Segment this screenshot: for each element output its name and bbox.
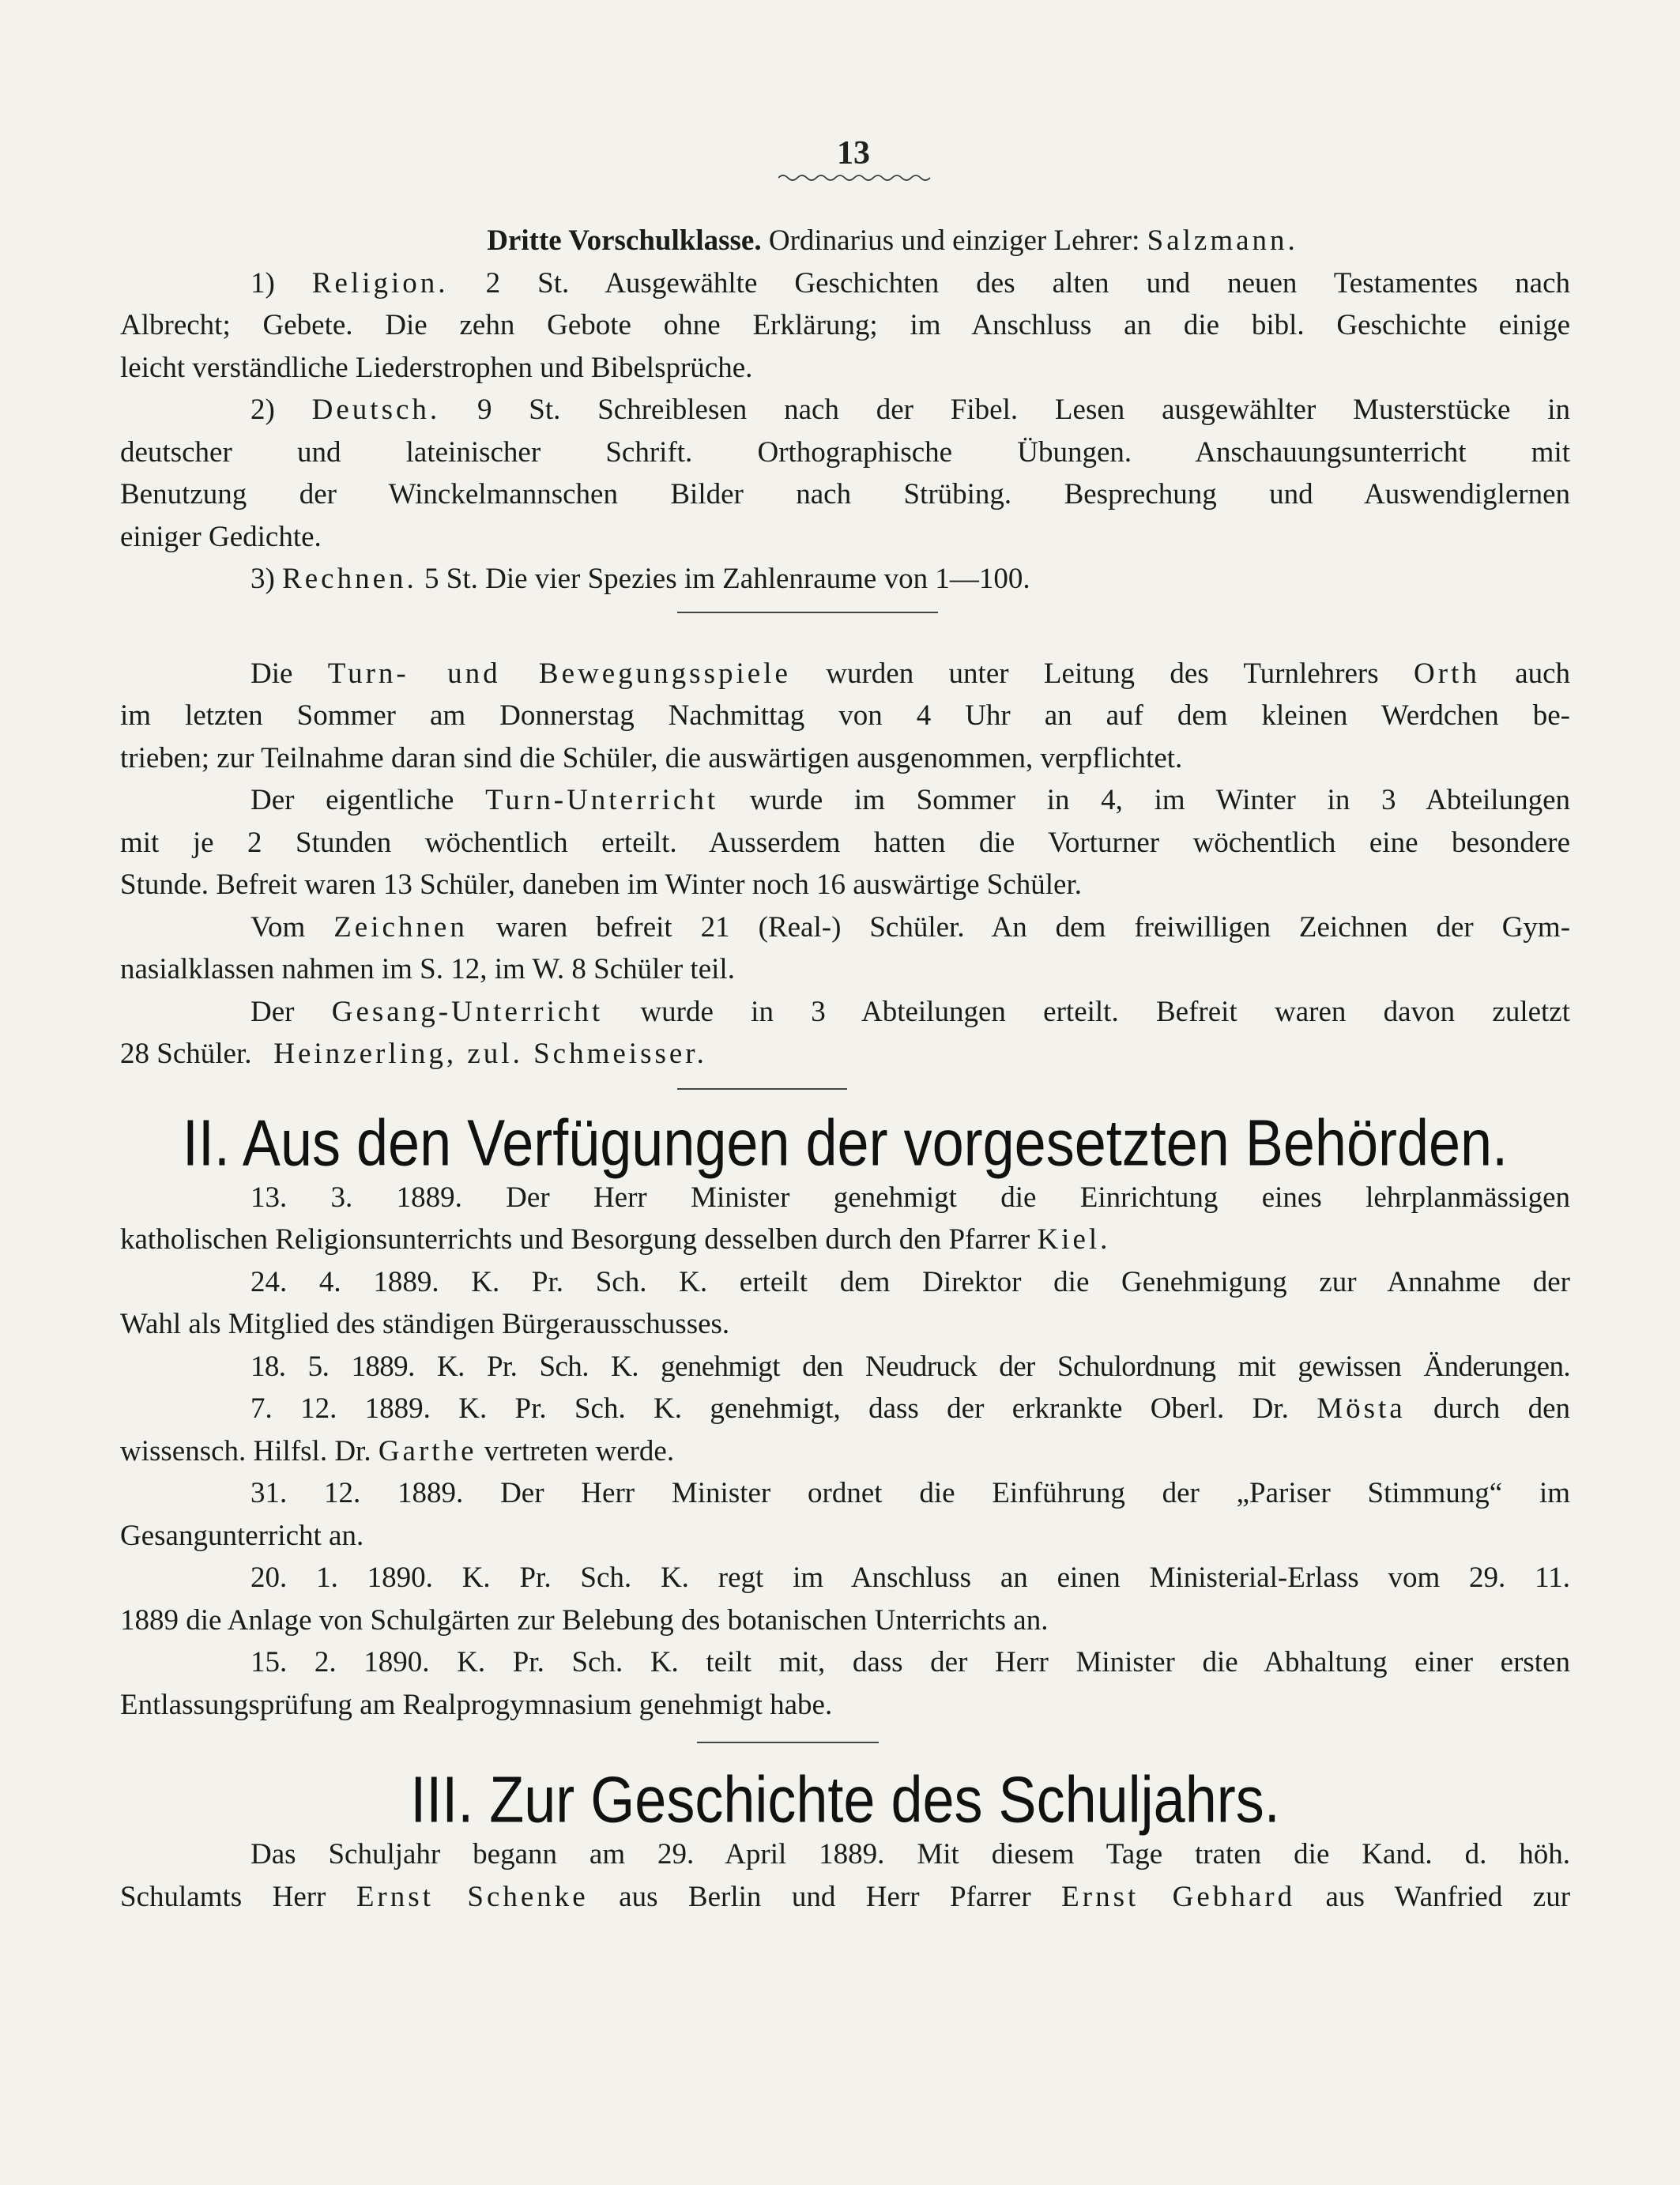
turnen-text-a: Die xyxy=(250,657,293,690)
turnen-line-1 xyxy=(120,653,1570,695)
class-teacher: Salzmann. xyxy=(1147,224,1298,257)
turnunterricht-line-1 xyxy=(120,779,1570,822)
schuljahr-name-1: Ernst Schenke xyxy=(356,1880,589,1913)
rechnen-number: 3) xyxy=(250,563,275,595)
verf-2-line-1: 24. 4. 1889. K. Pr. Sch. K. erteilt dem Direktor die Genehmigung zur Annahme der xyxy=(250,1265,1570,1298)
verf-7-line-2: Entlassungsprüfung am Realprogymnasium genehmigt habe. xyxy=(120,1688,833,1721)
deutsch-line-1 xyxy=(120,389,1570,431)
schuljahr-name-2: Ernst Gebhard xyxy=(1061,1880,1296,1913)
religion-text: 2 St. Ausgewählte Geschichten des alten und neuen Testamentes nach xyxy=(485,266,1570,299)
deutsch-text: 9 St. Schreiblesen nach der Fibel. Lesen ausgewählter Musterstücke in xyxy=(477,394,1570,426)
verf-2-line-2: Wahl als Mitglied des ständigen Bürgerausschusses. xyxy=(120,1308,730,1340)
religion-line-1 xyxy=(120,262,1570,305)
verf-1-line-1: 13. 3. 1889. Der Herr Minister genehmigt die Einrichtung eines lehrplanmässigen xyxy=(250,1181,1570,1214)
verf-4-name: Mösta xyxy=(1317,1392,1406,1425)
verf-1-line-2 xyxy=(120,1219,1570,1261)
deutsch-number: 2) xyxy=(250,394,275,426)
turnen-spaced: Turn- und Bewegungsspiele xyxy=(327,657,791,690)
class-ordinarius: Ordinarius und einziger Lehrer: xyxy=(768,224,1140,257)
verf-4-line-1 xyxy=(120,1388,1570,1430)
religion-subject: Religion. xyxy=(311,266,449,299)
gesang-line-1 xyxy=(120,991,1570,1034)
rechnen-text: 5 St. Die vier Spezies im Zahlenraume von 1—100. xyxy=(424,563,1030,595)
ornamental-wavy-rule xyxy=(778,172,932,183)
turnunterricht-text-b: wurde im Sommer in 4, im Winter in 3 Abteilungen xyxy=(749,784,1570,816)
gesang-count: 28 Schüler. xyxy=(120,1038,252,1070)
turnen-text-b: wurden unter Leitung des Turnlehrers xyxy=(826,657,1379,690)
verf-4-text-b: durch den xyxy=(1433,1392,1570,1425)
class-heading-line xyxy=(120,220,1570,262)
verf-4-text-c: wissensch. Hilfsl. Dr. xyxy=(120,1434,371,1467)
zeichnen-line-1 xyxy=(120,906,1570,949)
verf-1-text: katholischen Religionsunterrichts und Besorgung desselben durch den Pfarrer xyxy=(120,1223,1030,1256)
religion-line-2: Albrecht; Gebete. Die zehn Gebote ohne Erklärung; im Anschluss an die bibl. Geschichte einige xyxy=(120,309,1570,341)
section-ii-heading: II. Aus den Verfügungen der vorgesetzten Behörden. xyxy=(182,1106,1509,1180)
schuljahr-text-b: aus Berlin und Herr Pfarrer xyxy=(619,1880,1031,1913)
page-number: 13 xyxy=(837,135,870,171)
gesang-line-2 xyxy=(120,1033,1570,1076)
deutsch-subject: Deutsch. xyxy=(311,394,441,426)
verf-4-text-d: vertreten werde. xyxy=(484,1434,675,1467)
verf-1-name: Kiel. xyxy=(1037,1223,1111,1256)
gesang-text-b: wurde in 3 Abteilungen erteilt. Befreit waren davon zuletzt xyxy=(640,995,1570,1028)
verf-5-line-1: 31. 12. 1889. Der Herr Minister ordnet die Einführung der „Pariser Stimmung“ im xyxy=(250,1477,1570,1509)
section-iii-heading: III. Zur Geschichte des Schuljahrs. xyxy=(410,1764,1280,1837)
deutsch-line-4: einiger Gedichte. xyxy=(120,520,322,553)
verf-6-line-1: 20. 1. 1890. K. Pr. Sch. K. regt im Anschluss an einen Ministerial-Erlass vom 29. 11. xyxy=(250,1562,1570,1594)
rechnen-line-1 xyxy=(120,558,1570,601)
turnen-line-3: trieben; zur Teilnahme daran sind die Schüler, die auswärtigen ausgenommen, verpflichtet. xyxy=(120,741,1183,774)
religion-line-3: leicht verständliche Liederstrophen und Bibelsprüche. xyxy=(120,351,753,384)
turnen-text-c: auch xyxy=(1515,657,1570,690)
class-title: Dritte Vorschulklasse. xyxy=(487,224,762,257)
verf-3-line-1: 18. 5. 1889. K. Pr. Sch. K. genehmigt den Neudruck der Schulordnung mit gewissen Änderungen. xyxy=(250,1350,1570,1383)
gesang-teachers: Heinzerling, zul. Schmeisser. xyxy=(273,1038,707,1070)
page-body xyxy=(120,220,1570,1918)
schuljahr-text-c: aus Wanfried zur xyxy=(1325,1880,1570,1913)
zeichnen-text-a: Vom xyxy=(250,910,306,944)
deutsch-line-3: Benutzung der Winckelmannschen Bilder nach Strübing. Besprechung und Auswendiglernen xyxy=(120,478,1570,510)
verf-4-line-2 xyxy=(120,1430,1570,1473)
verf-4-text-a: 7. 12. 1889. K. Pr. Sch. K. genehmigt, dass der erkrankte Oberl. Dr. xyxy=(250,1392,1289,1425)
turnunterricht-spaced: Turn-Unterricht xyxy=(485,784,719,816)
schuljahr-line-2 xyxy=(120,1876,1570,1919)
verf-5-line-2: Gesangunterricht an. xyxy=(120,1519,364,1552)
rechnen-subject: Rechnen. xyxy=(282,563,417,595)
turnunterricht-text-a: Der eigentliche xyxy=(250,784,454,816)
religion-number: 1) xyxy=(250,266,275,299)
turnen-line-2: im letzten Sommer am Donnerstag Nachmittag von 4 Uhr an auf dem kleinen Werdchen be- xyxy=(120,699,1570,732)
deutsch-line-2: deutscher und lateinischer Schrift. Orthographische Übungen. Anschauungsunterricht mit xyxy=(120,435,1570,469)
zeichnen-spaced: Zeichnen xyxy=(333,910,468,944)
zeichnen-text-b: waren befreit 21 (Real-) Schüler. An dem freiwilligen Zeichnen der Gym- xyxy=(495,910,1570,944)
turnunterricht-line-2: mit je 2 Stunden wöchentlich erteilt. Ausserdem hatten die Vorturner wöchentlich eine besondere xyxy=(120,826,1570,859)
turnunterricht-line-3: Stunde. Befreit waren 13 Schüler, daneben im Winter noch 16 auswärtige Schüler. xyxy=(120,868,1083,901)
verf-7-line-1: 15. 2. 1890. K. Pr. Sch. K. teilt mit, dass der Herr Minister die Abhaltung einer ersten xyxy=(250,1646,1570,1678)
schuljahr-line-1: Das Schuljahr begann am 29. April 1889. Mit diesem Tage traten die Kand. d. höh. xyxy=(250,1838,1570,1870)
gesang-spaced: Gesang-Unterricht xyxy=(331,995,604,1028)
verf-4-name-2: Garthe xyxy=(378,1434,477,1467)
schuljahr-text-a: Schulamts Herr xyxy=(120,1880,326,1913)
turnen-teacher-name: Orth xyxy=(1414,657,1480,690)
gesang-text-a: Der xyxy=(250,995,295,1028)
verf-6-line-2: 1889 die Anlage von Schulgärten zur Belebung des botanischen Unterrichts an. xyxy=(120,1603,1049,1637)
zeichnen-line-2: nasialklassen nahmen im S. 12, im W. 8 Schüler teil. xyxy=(120,953,735,985)
